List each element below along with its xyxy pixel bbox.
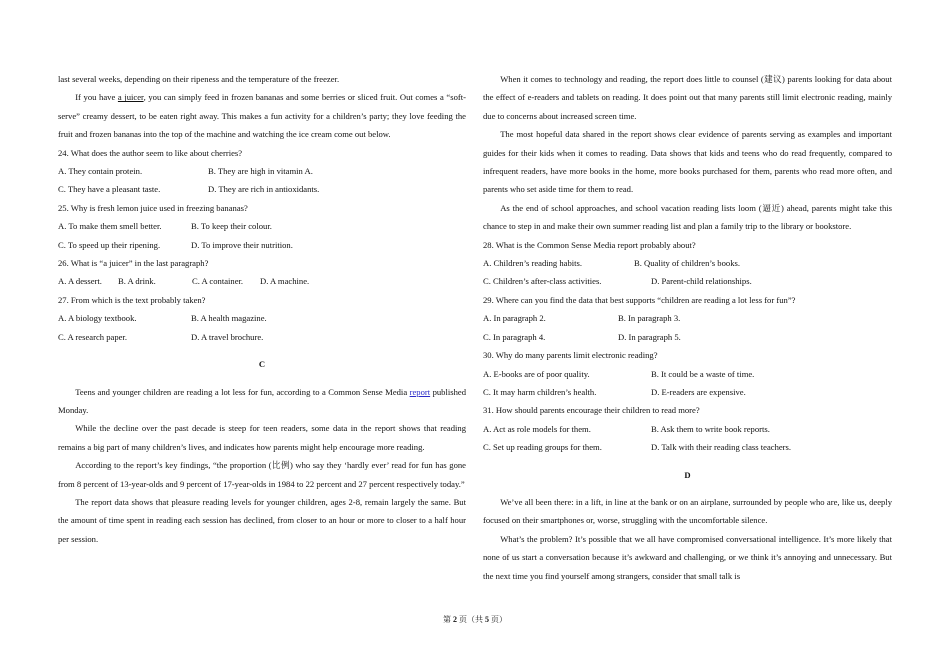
text-fragment: Teens and younger children are reading a lot less for fun, according to a Common Sense Media	[75, 386, 410, 397]
option: D. Parent-child relationships.	[651, 276, 752, 287]
option: C. They have a pleasant taste.	[58, 184, 161, 195]
footer-text: 页）	[491, 615, 507, 624]
option: D. A travel brochure.	[191, 331, 264, 342]
option: A. They contain protein.	[58, 166, 143, 177]
report-link[interactable]: report	[409, 386, 431, 397]
options-row	[58, 272, 466, 290]
option: B. In paragraph 3.	[618, 313, 681, 324]
options-row	[483, 254, 892, 272]
text-fragment: If you have	[75, 92, 118, 103]
option: B. A health magazine.	[191, 313, 267, 324]
options-row	[483, 383, 892, 401]
options-row	[483, 309, 892, 327]
option: D. To improve their nutrition.	[191, 239, 293, 250]
option: C. Children’s after-class activities.	[483, 276, 602, 287]
option: B. They are high in vitamin A.	[208, 166, 313, 177]
option: C. In paragraph 4.	[483, 331, 546, 342]
option: D. They are rich in antioxidants.	[208, 184, 320, 195]
option: D. Talk with their reading class teachers.	[651, 442, 792, 453]
left-column	[58, 70, 466, 548]
option: B. It could be a waste of time.	[651, 368, 755, 379]
options-row	[483, 272, 892, 290]
question-28: 28. What is the Common Sense Media report probably about?	[483, 239, 696, 250]
passage-c-paragraph-7: As the end of school approaches, and school vacation reading lists loom (逼近) ahead, parents might take this chance to step in and make their own summer reading list and plan a family trip to the library or bookstore.	[483, 202, 892, 232]
passage-c-paragraph-5: When it comes to technology and reading, the report does little to counsel (建议) parents looking for data about the effect of e-readers and tablets on reading. It does point out that many parents still limit electronic reading, mainly due to concerns about increased screen time.	[483, 74, 892, 121]
option: B. Ask them to write book reports.	[651, 423, 770, 434]
underlined-term: a juicer	[117, 92, 144, 103]
option: B. To keep their colour.	[191, 221, 272, 232]
passage-c-paragraph-3: According to the report’s key findings, “the proportion (比例) who say they ‘hardly ever’ read for fun has gone from 8 percent of 13-year-olds and 9 percent of 17-year-olds in 1984 to 22 percent and 27 percent respectively today.”	[58, 460, 466, 489]
option: D. E-readers are expensive.	[651, 386, 746, 397]
right-column	[483, 70, 892, 585]
question-27: 27. From which is the text probably taken?	[58, 294, 206, 305]
paragraph-juicer	[58, 88, 466, 143]
option: A. A biology textbook.	[58, 313, 137, 324]
passage-c-paragraph-6: The most hopeful data shared in the report shows clear evidence of parents serving as examples and important guides for their kids when it comes to reading. Data shows that kids and teens who do read frequently, compared to infrequent readers, have more books in the home, more books purchased for them, parents who read more often, and parents who set aside time for them to read.	[483, 129, 892, 195]
section-heading-c: C	[258, 359, 266, 370]
section-heading-d: D	[684, 469, 691, 480]
footer-text: 第	[443, 615, 451, 624]
question-26: 26. What is “a juicer” in the last paragraph?	[58, 258, 209, 269]
option: A. To make them smell better.	[58, 221, 162, 232]
option: A. Act as role models for them.	[483, 423, 591, 434]
passage-d-paragraph-1: We’ve all been there: in a lift, in line at the bank or on an airplane, surrounded by people who are, like us, deeply focused on their smartphones or, worse, struggling with the uncomfortable silence.	[483, 496, 892, 526]
text-fragment: published Monday.	[58, 386, 466, 415]
options-row	[58, 236, 466, 254]
question-24: 24. What does the author seem to like about cherries?	[58, 147, 243, 158]
paragraph-continuation: last several weeks, depending on their ripeness and the temperature of the freezer.	[58, 74, 340, 84]
option: D. A machine.	[260, 276, 310, 287]
options-row	[483, 438, 892, 456]
footer-text: 页（共	[459, 615, 483, 624]
question-31: 31. How should parents encourage their children to read more?	[483, 405, 700, 416]
options-row	[58, 180, 466, 198]
options-row	[483, 328, 892, 346]
options-row	[58, 328, 466, 346]
option: D. In paragraph 5.	[618, 331, 681, 342]
text-fragment: , you can simply feed in frozen bananas and some berries or sliced fruit. Out comes a “soft-serve” creamy dessert, to be eaten right away. This makes a fun activity for a children’s party; they love feeding the fruit and frozen bananas into the top of the machine and watching the ice cream come out below.	[58, 92, 466, 140]
option: A. A dessert.	[58, 276, 102, 287]
option: B. A drink.	[118, 276, 156, 287]
page-number: 2	[453, 615, 457, 624]
option: C. It may harm children’s health.	[483, 386, 597, 397]
option: A. E-books are of poor quality.	[483, 368, 590, 379]
options-row	[483, 420, 892, 438]
question-25: 25. Why is fresh lemon juice used in freezing bananas?	[58, 202, 248, 213]
passage-c-paragraph-1	[58, 383, 466, 420]
options-row	[58, 217, 466, 235]
question-30: 30. Why do many parents limit electronic reading?	[483, 350, 658, 361]
passage-c-paragraph-4: The report data shows that pleasure reading levels for younger children, ages 2-8, remain largely the same. But the amount of time spent in reading each session has declined, from closer to an hour or more to closer to a half hour per session.	[58, 496, 466, 544]
option: A. In paragraph 2.	[483, 313, 546, 324]
option: C. A container.	[192, 276, 244, 287]
page-total: 5	[485, 615, 489, 624]
options-row	[58, 309, 466, 327]
option: C. To speed up their ripening.	[58, 239, 161, 250]
passage-c-paragraph-2: While the decline over the past decade is steep for teen readers, some data in the report shows that reading remains a big part of many children’s lives, and indicates how parents might help encourage more reading.	[58, 423, 466, 452]
option: A. Children’s reading habits.	[483, 258, 583, 269]
option: B. Quality of children’s books.	[634, 258, 740, 269]
question-29: 29. Where can you find the data that best supports “children are reading a lot less for fun”?	[483, 294, 796, 305]
options-row	[483, 365, 892, 383]
option: C. Set up reading groups for them.	[483, 442, 602, 453]
page-footer	[0, 614, 950, 625]
passage-d-paragraph-2: What’s the problem? It’s possible that we all have compromised conversational intelligence. It’s more likely that none of us start a conversation because it’s awkward and challenging, or we think it’s annoying and unnecessary. But the next time you find yourself among strangers, consider that small talk is	[483, 533, 892, 581]
option: C. A research paper.	[58, 331, 127, 342]
options-row	[58, 162, 466, 180]
